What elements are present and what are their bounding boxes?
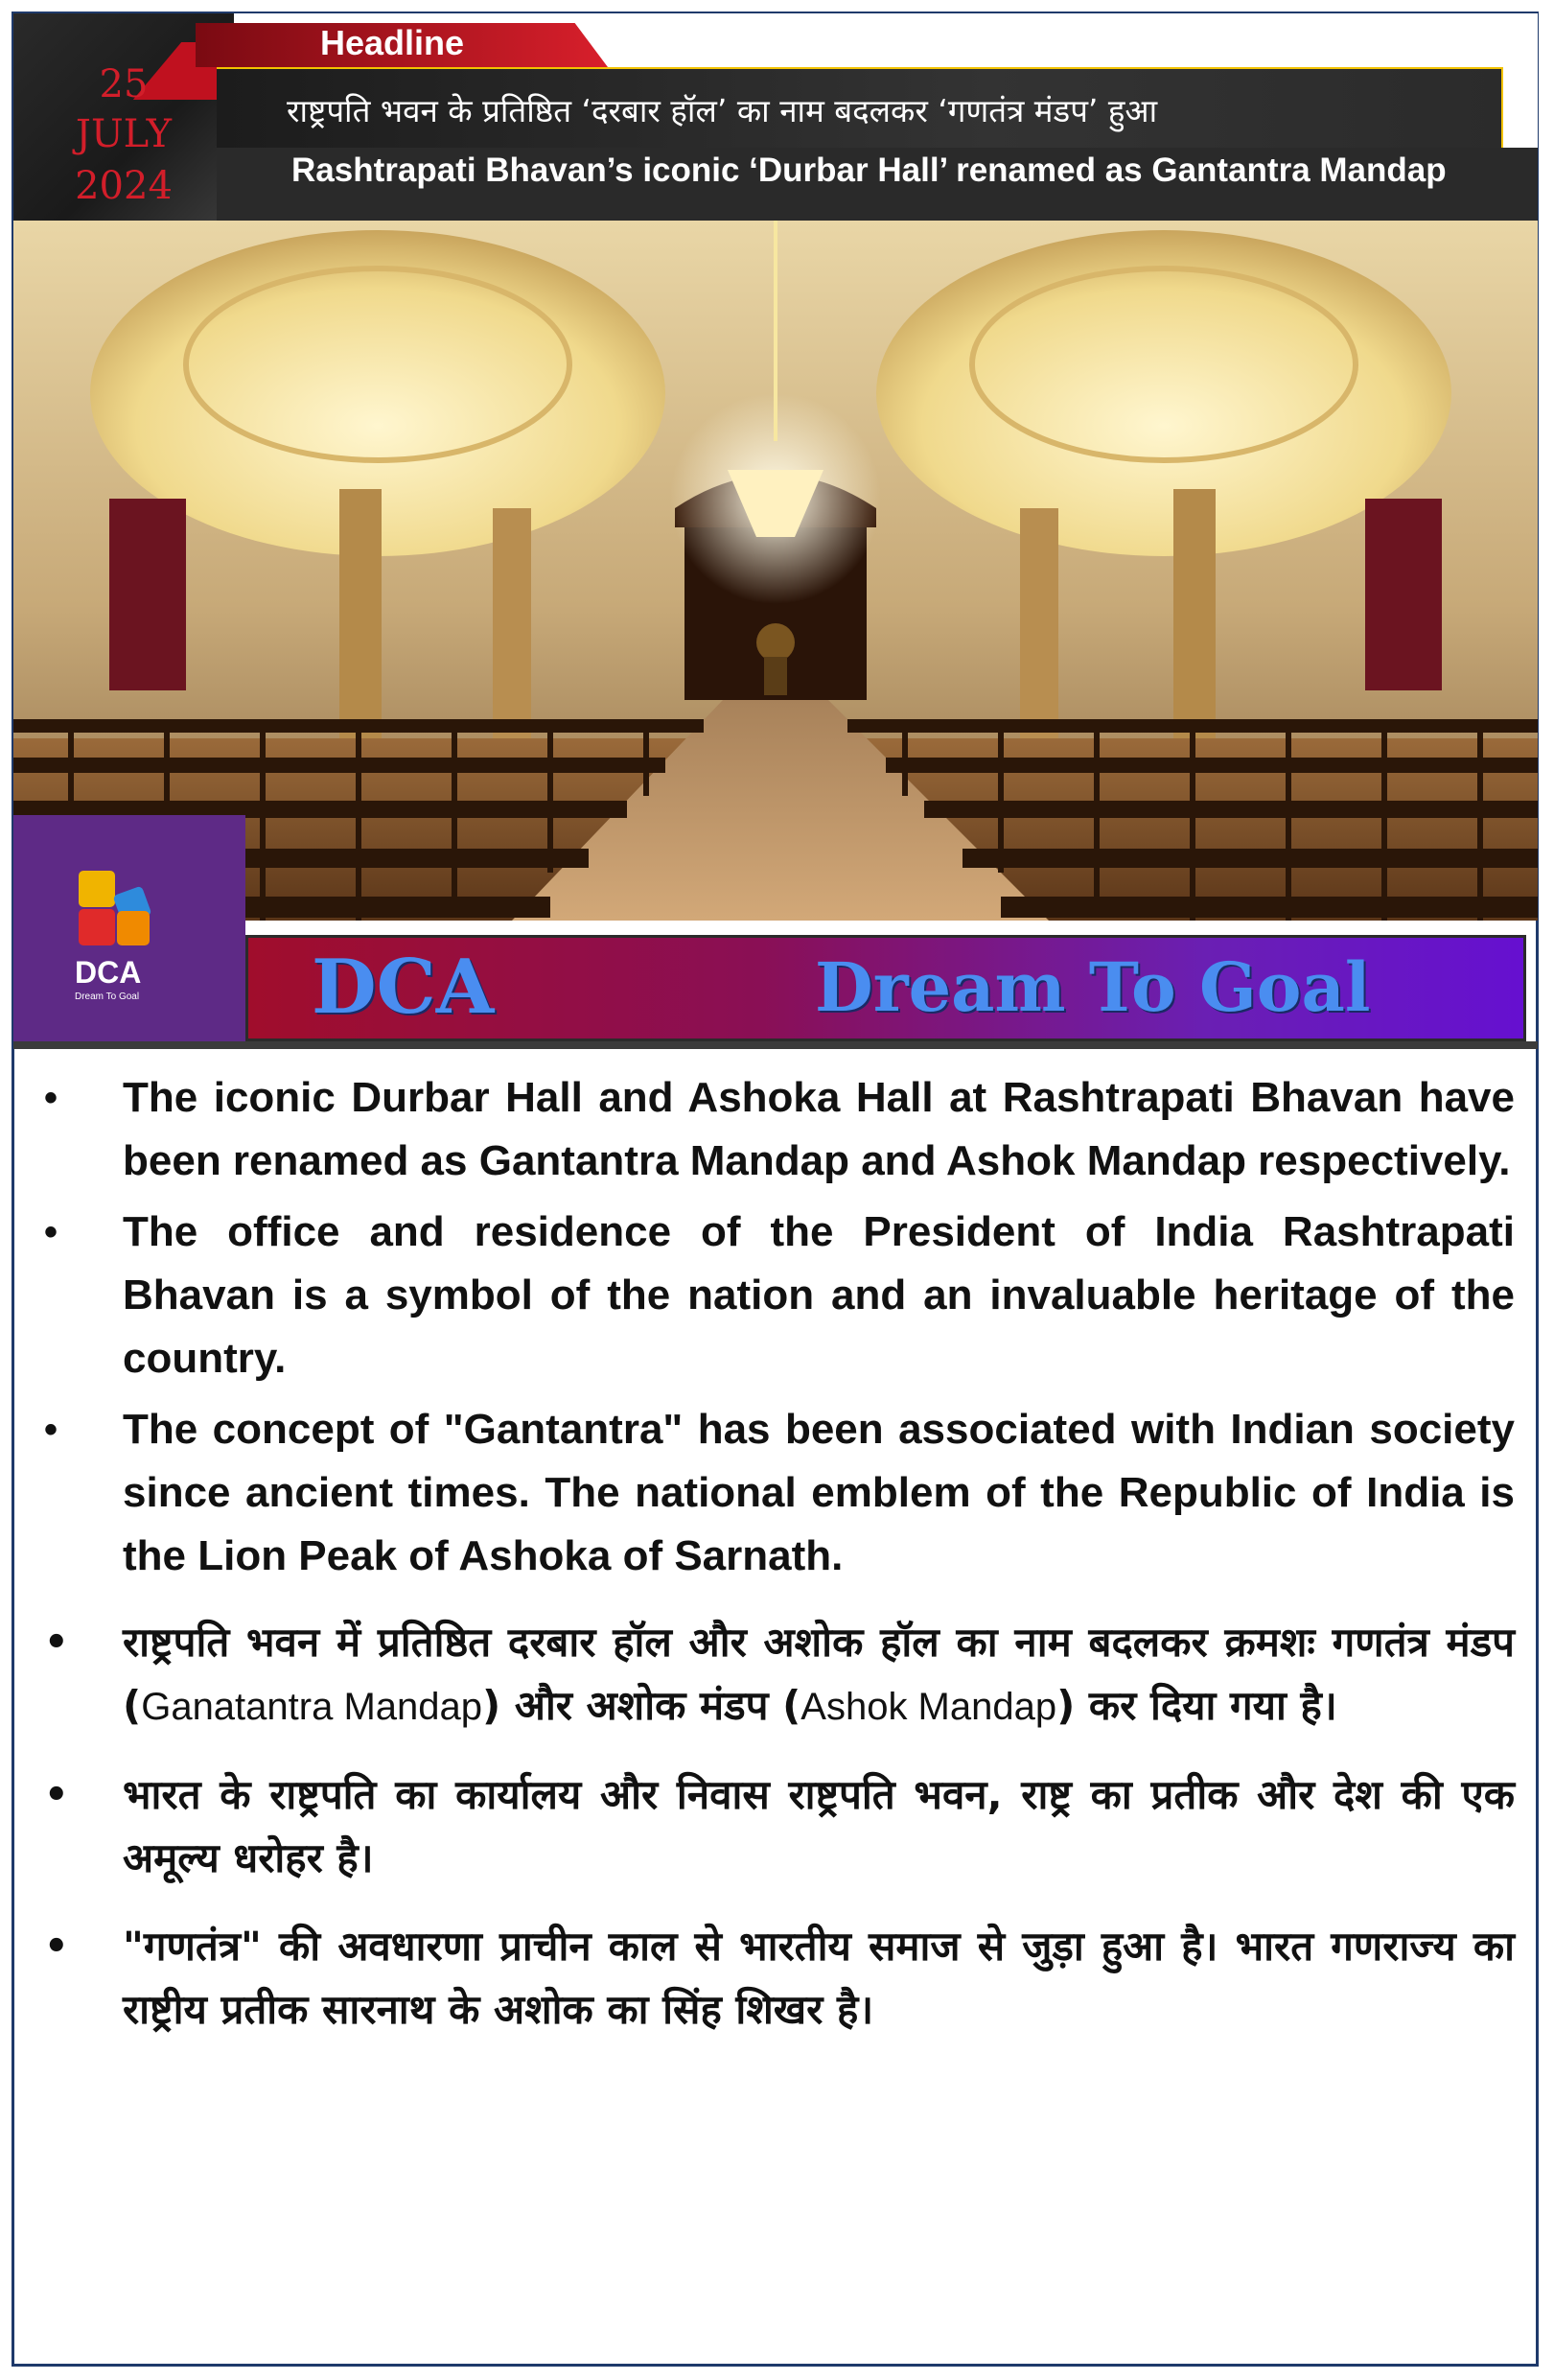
bullet-english-3 bbox=[38, 1398, 1515, 1588]
bullet-hindi-2 bbox=[38, 1763, 1515, 1890]
puzzle-icon bbox=[79, 871, 152, 945]
headline-tag: Headline bbox=[320, 23, 465, 62]
bullet-english-3-text: The concept of "Gantantra" has been associated with Indian society since ancient times. The national emblem of the Republic of India is the Lion Peak of Ashoka of Sarnath. bbox=[123, 1406, 1515, 1579]
bullet-dot: • bbox=[44, 1077, 58, 1119]
bullet-dot: • bbox=[44, 1925, 69, 1969]
bullet-english-2-text: The office and residence of the President of India Rashtrapati Bhavan is a symbol of the nation and an invaluable heritage of the country. bbox=[123, 1208, 1515, 1382]
bullet-english-2 bbox=[38, 1201, 1515, 1390]
logo-tagline: Dream To Goal bbox=[75, 992, 140, 1002]
bullet-hindi-1-part1: राष्ट्रपति भवन में प्रतिष्ठित दरबार हॉल और अशोक हॉल का नाम बदलकर क्रमशः गणतंत्र मंडप ( bbox=[123, 1619, 1515, 1729]
headline-hindi: राष्ट्रपति भवन के प्रतिष्ठित ‘दरबार हॉल’ का नाम बदलकर ‘गणतंत्र मंडप’ हुआ bbox=[287, 92, 1158, 129]
date-month: JULY bbox=[75, 112, 173, 156]
bullet-hindi-1-part2: ) और अशोक मंडप ( bbox=[482, 1682, 801, 1729]
date-day: 25 bbox=[99, 62, 149, 106]
bullet-hindi-3 bbox=[38, 1915, 1515, 2042]
dca-logo bbox=[13, 815, 245, 1041]
banner-right-text: Dream To Goal bbox=[815, 947, 1371, 1027]
header bbox=[13, 13, 1538, 221]
bullet-hindi-1-latin2: Ashok Mandap bbox=[800, 1686, 1057, 1728]
bullet-english-1 bbox=[38, 1066, 1515, 1193]
bullet-dot: • bbox=[44, 1211, 58, 1253]
bullet-hindi-3-text: "गणतंत्र" की अवधारणा प्राचीन काल से भारतीय समाज से जुड़ा हुआ है। भारत गणराज्य का राष्ट्रीय प्रतीक सारनाथ के अशोक का सिंह शिखर है। bbox=[123, 1923, 1515, 2033]
bullet-hindi-2-text: भारत के राष्ट्रपति का कार्यालय और निवास राष्ट्रपति भवन, राष्ट्र का प्रतीक और देश की एक अमूल्य धरोहर है। bbox=[123, 1771, 1515, 1881]
banner-divider bbox=[13, 1041, 1538, 1049]
date-year: 2024 bbox=[75, 164, 173, 208]
bullet-hindi-1-part3: ) कर दिया गया है। bbox=[1056, 1682, 1337, 1729]
bullet-dot: • bbox=[44, 1773, 69, 1817]
bullet-hindi-1-latin1: Ganatantra Mandap bbox=[141, 1686, 483, 1728]
banner-left-text: DCA bbox=[312, 944, 495, 1031]
bullet-hindi-1 bbox=[38, 1611, 1515, 1738]
bullet-dot: • bbox=[44, 1621, 69, 1665]
logo-text: DCA bbox=[75, 955, 142, 990]
bullet-dot: • bbox=[44, 1409, 58, 1451]
headline-english: Rashtrapati Bhavan’s iconic ‘Durbar Hall’ renamed as Gantantra Mandap bbox=[291, 152, 1447, 189]
bullet-english-1-text: The iconic Durbar Hall and Ashoka Hall at Rashtrapati Bhavan have been renamed as Gantantra Mandap and Ashok Mandap respectively. bbox=[123, 1074, 1515, 1184]
bullet-list bbox=[38, 1066, 1515, 2351]
